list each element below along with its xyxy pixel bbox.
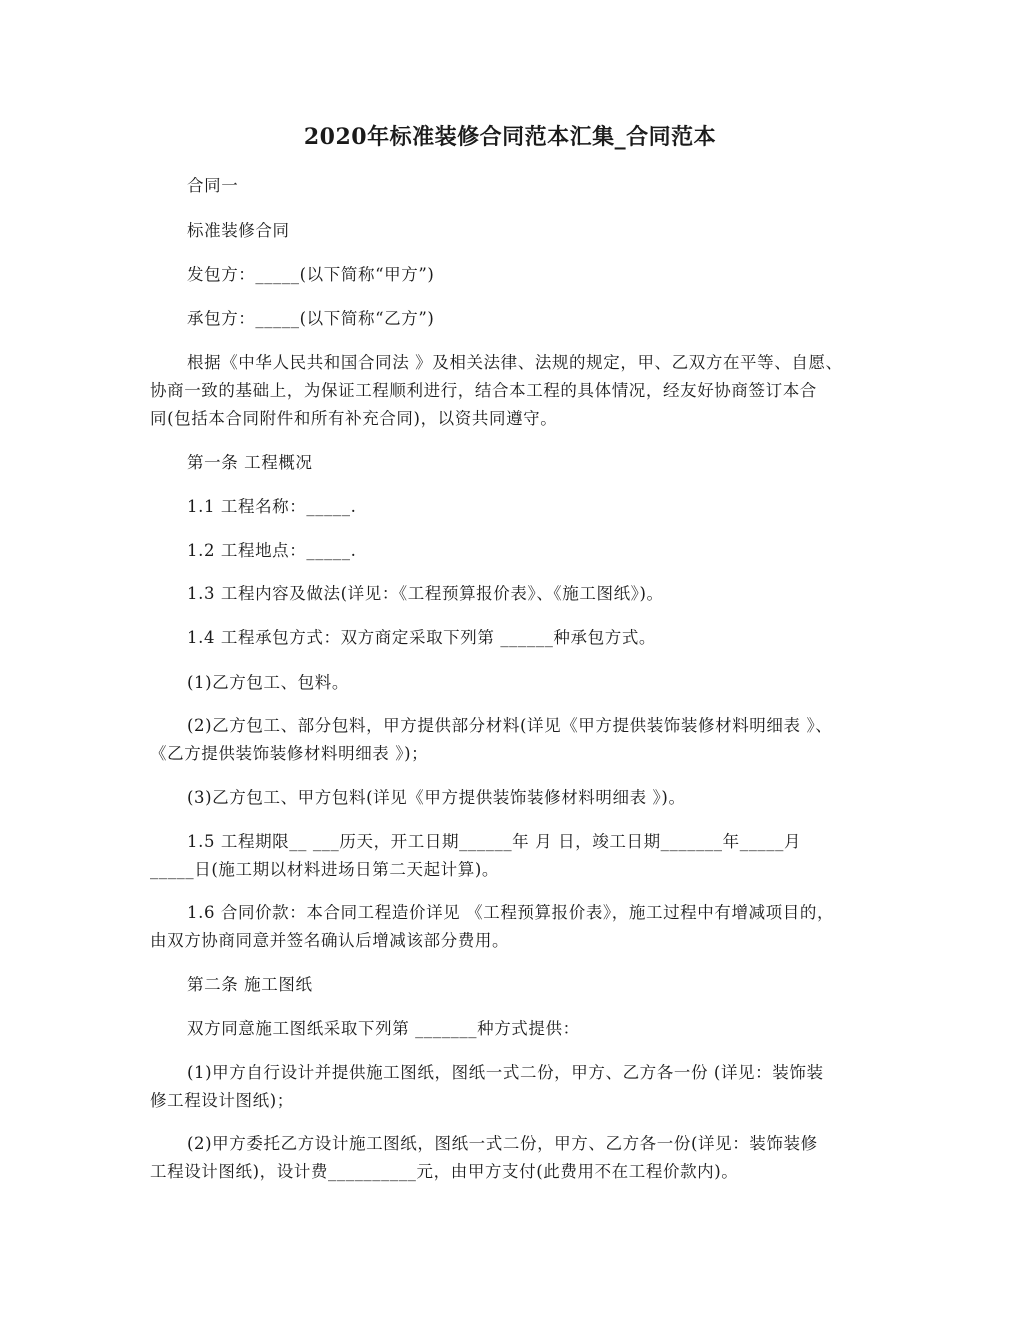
drawing-option-1 (150, 1059, 880, 1115)
project-location-line: 1.2 工程地点：_____. (187, 541, 357, 560)
text-line: 修工程设计图纸)； (150, 1091, 294, 1110)
contract-name: 标准装修合同 (187, 221, 290, 240)
text-line: 1.5 工程期限__ ___历天，开工日期______年 月 日，竣工日期_______年_____月 (187, 832, 802, 851)
contract-method-line: 1.4 工程承包方式：双方商定采取下列第 ______种承包方式。 (187, 628, 657, 647)
project-period-paragraph (150, 828, 880, 884)
text-line: _____日(施工期以材料进场日第二天起计算)。 (150, 860, 500, 879)
method-option-3: (3)乙方包工、甲方包料(详见《甲方提供装饰装修材料明细表 》)。 (187, 788, 686, 807)
text-line: 协商一致的基础上，为保证工程顺利进行，结合本工程的具体情况，经友好协商签订本合 (150, 381, 817, 400)
drawing-option-2 (150, 1130, 880, 1186)
article-two-heading: 第二条 施工图纸 (187, 975, 313, 994)
contract-heading: 合同一 (187, 176, 239, 195)
text-line: (2)甲方委托乙方设计施工图纸，图纸一式二份，甲方、乙方各一份(详见：装饰装修 (187, 1134, 818, 1153)
text-line: (1)甲方自行设计并提供施工图纸，图纸一式二份，甲方、乙方各一份 (详见：装饰装 (187, 1063, 824, 1082)
text-line: 《乙方提供装饰装修材料明细表 》)； (150, 744, 429, 763)
text-line: 同(包括本合同附件和所有补充合同)，以资共同遵守。 (150, 409, 558, 428)
document-title: 2020年标准装修合同范本汇集_合同范本 (303, 124, 717, 150)
text-line: 根据《中华人民共和国合同法 》及相关法律、法规的规定，甲、乙双方在平等、自愿、 (187, 353, 843, 372)
article-one-heading: 第一条 工程概况 (187, 453, 313, 472)
basis-paragraph (150, 349, 880, 433)
method-option-1: (1)乙方包工、包料。 (187, 673, 349, 692)
project-content-line: 1.3 工程内容及做法(详见：《工程预算报价表》、《施工图纸》)。 (187, 584, 664, 603)
method-option-2 (150, 712, 880, 768)
text-line: 由双方协商同意并签名确认后增减该部分费用。 (150, 931, 510, 950)
drawing-method-line: 双方同意施工图纸采取下列第 _______种方式提供： (187, 1019, 580, 1038)
text-line: (2)乙方包工、部分包料，甲方提供部分材料(详见《甲方提供装饰装修材料明细表 》、 (187, 716, 833, 735)
party-a-line: 发包方：_____(以下简称“甲方”) (187, 265, 435, 284)
party-b-line: 承包方：_____(以下简称“乙方”) (187, 309, 435, 328)
text-line: 1.6 合同价款：本合同工程造价详见 《工程预算报价表》，施工过程中有增减项目的， (187, 903, 835, 922)
contract-price-paragraph (150, 899, 880, 955)
project-name-line: 1.1 工程名称：_____. (187, 497, 357, 516)
text-line: 工程设计图纸)，设计费__________元，由甲方支付(此费用不在工程价款内)。 (150, 1162, 739, 1181)
